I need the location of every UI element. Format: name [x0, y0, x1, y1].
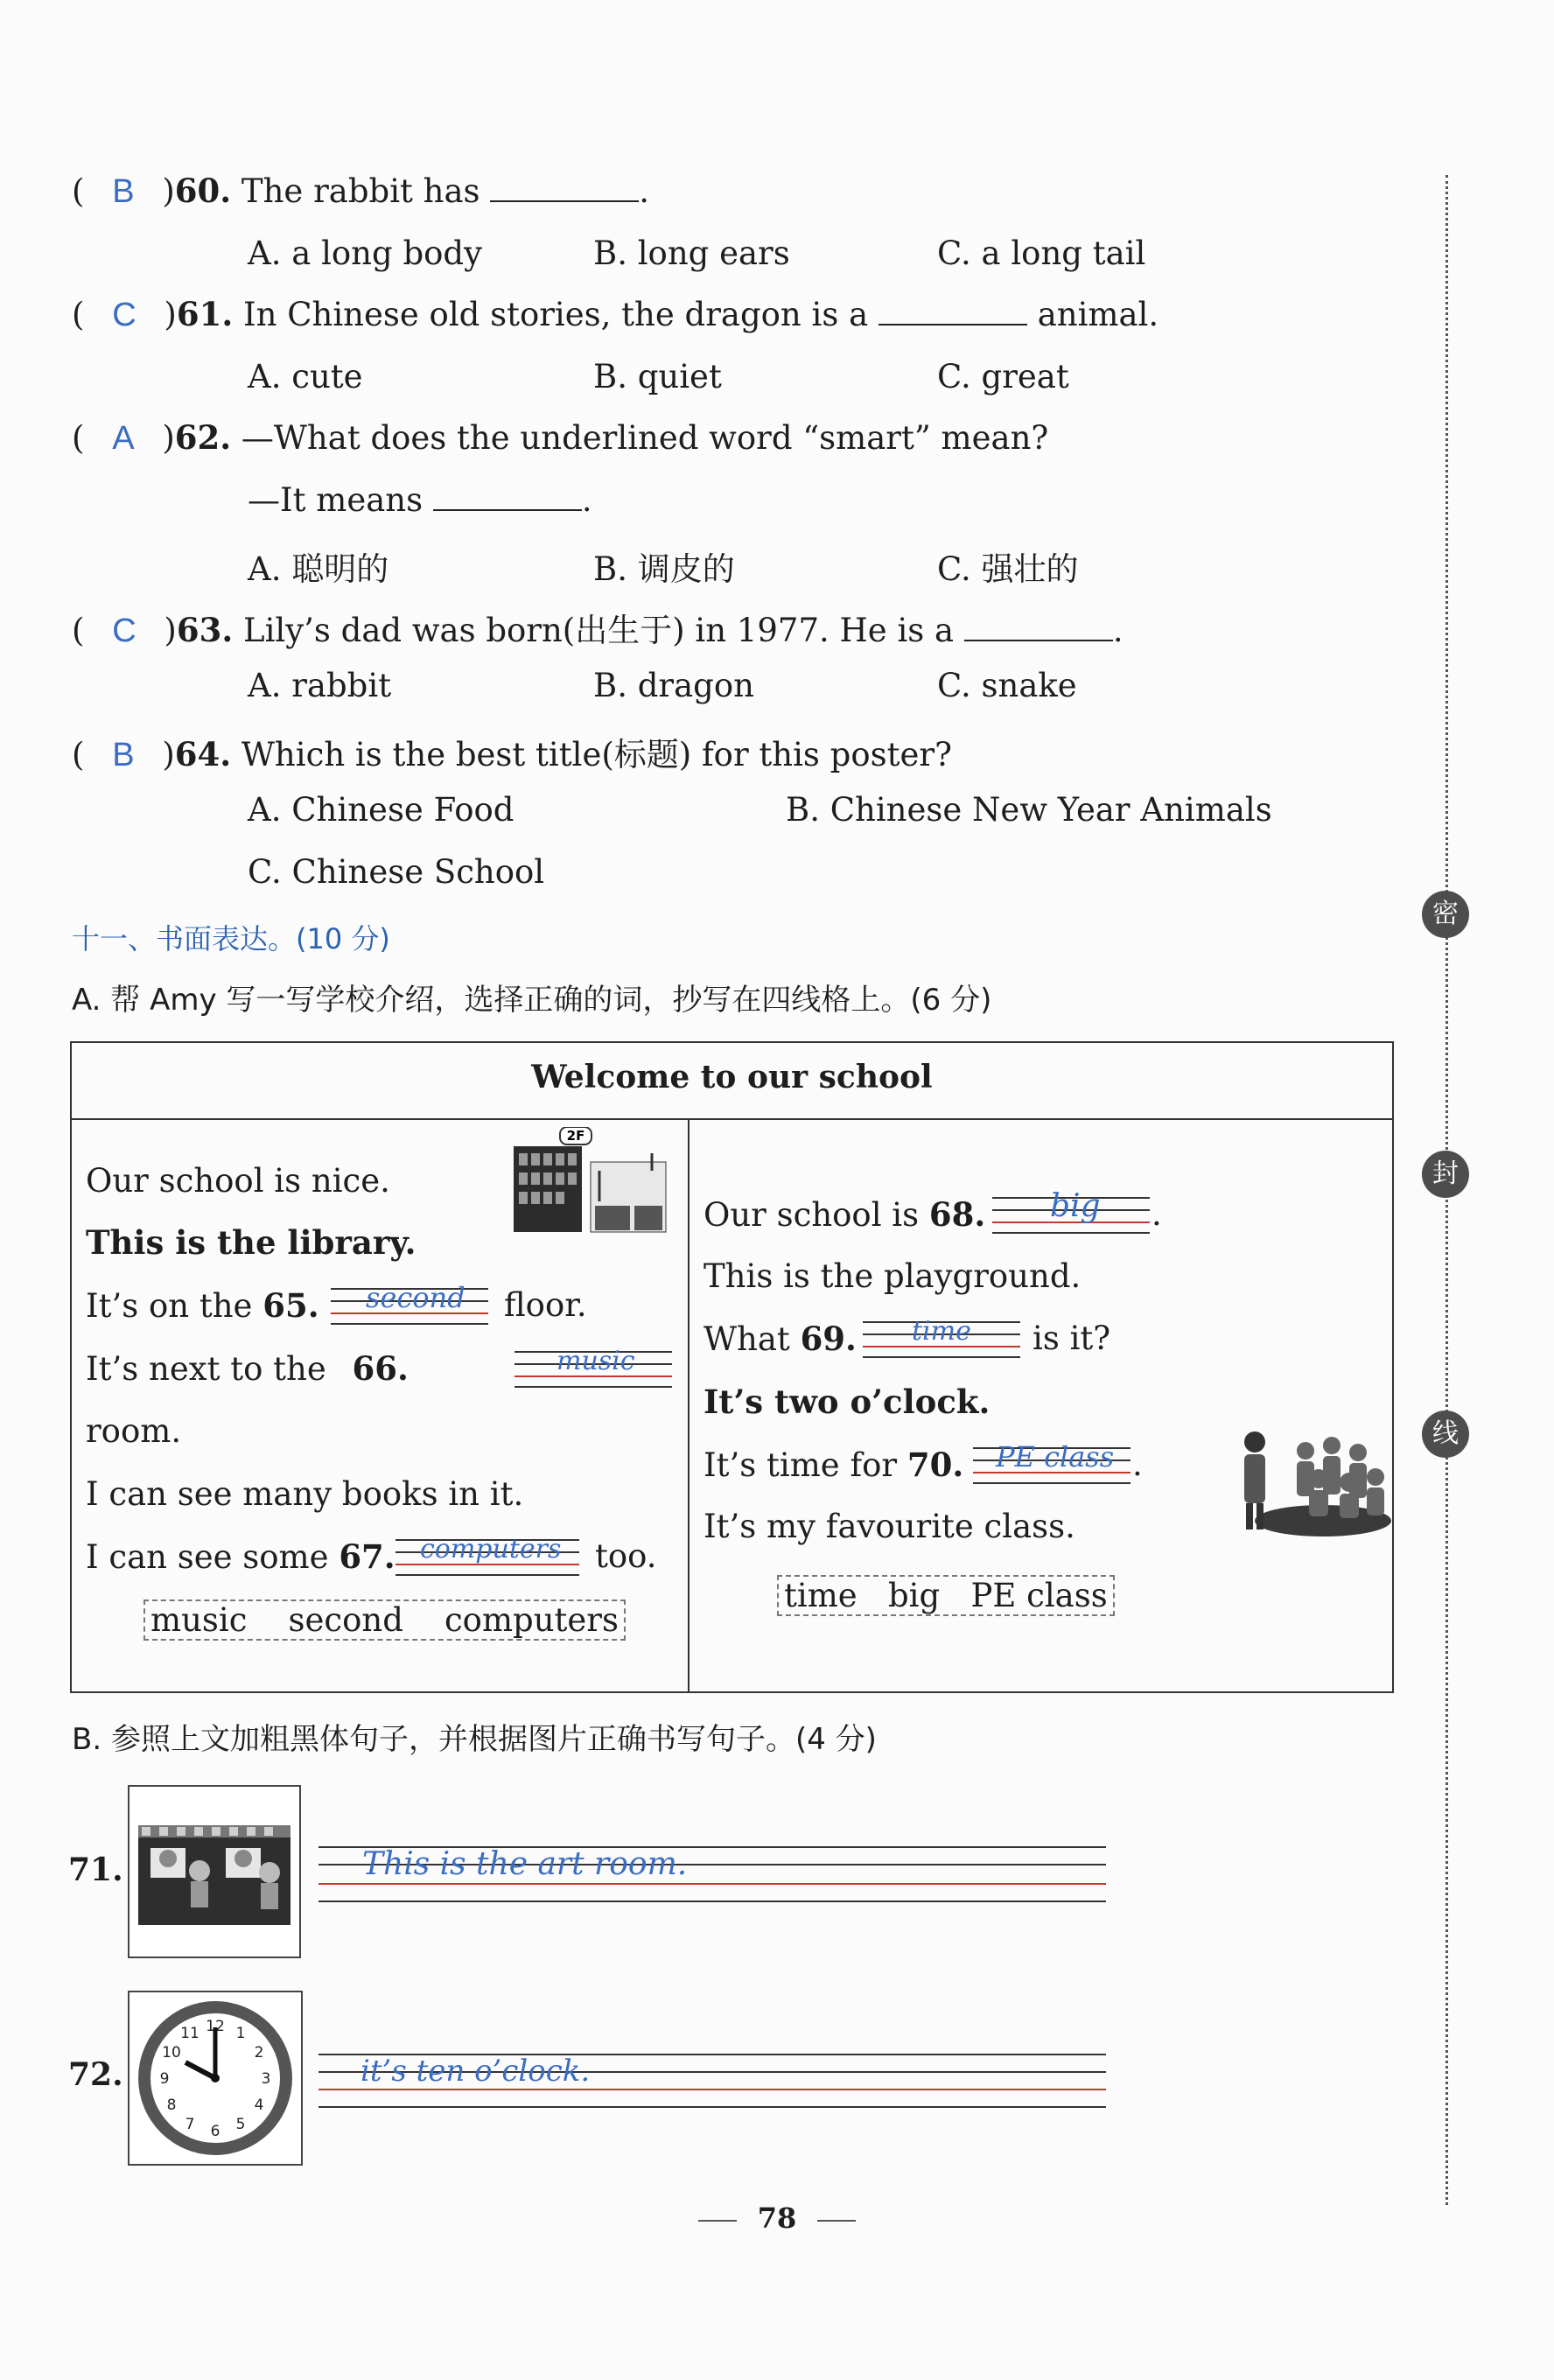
svg-text:3: 3	[261, 2070, 271, 2088]
option-63a: A. rabbit	[248, 667, 392, 704]
right-line-6: It’s my favourite class.	[704, 1508, 1075, 1545]
question-62-line2	[248, 481, 592, 519]
option-61a: A. cute	[248, 358, 363, 396]
option-63c: C. snake	[937, 667, 1077, 704]
page-number	[0, 2202, 1554, 2235]
question-number: 63.	[176, 611, 234, 649]
floor-sign-text: 2F	[566, 1128, 585, 1144]
question-text: Which is the best title(标题) for this poster?	[241, 736, 952, 774]
text: It’s next to the	[86, 1350, 326, 1388]
svg-text:11: 11	[180, 2025, 200, 2042]
option-64b: B. Chinese New Year Animals	[786, 791, 1272, 829]
option-64c: C. Chinese School	[248, 853, 545, 891]
svg-text:7: 7	[185, 2116, 195, 2133]
blank-number-67: 67.	[339, 1537, 396, 1576]
left-line-6: I can see many books in it.	[86, 1475, 524, 1513]
answer-62: A	[112, 420, 135, 457]
option-60c: C. a long tail	[937, 234, 1146, 272]
question-suffix: animal.	[1037, 296, 1159, 333]
answer-67	[396, 1534, 579, 1576]
left-line-7	[86, 1537, 396, 1576]
left-word-bank: music second computers	[144, 1600, 626, 1641]
answer-66-text: music	[556, 1346, 635, 1376]
right-line-3b: is it?	[1032, 1320, 1111, 1357]
svg-text:9: 9	[159, 2070, 170, 2088]
option-63b: B. dragon	[593, 667, 754, 704]
pe-class-illustration	[1236, 1424, 1393, 1538]
library-illustration	[512, 1127, 669, 1236]
svg-text:1: 1	[235, 2025, 246, 2042]
question-number: 61.	[176, 295, 234, 333]
right-line-5	[704, 1446, 963, 1484]
art-room-picture	[130, 1787, 299, 1956]
text: It’s on the	[86, 1287, 253, 1325]
side-mark-xian: 线	[1422, 1410, 1469, 1458]
right-line-1b: .	[1152, 1195, 1162, 1233]
left-line-3b: floor.	[504, 1286, 587, 1324]
blank-number-69: 69.	[800, 1320, 857, 1358]
svg-text:12: 12	[206, 2018, 225, 2035]
svg-text:8: 8	[166, 2096, 177, 2114]
question-number: 62.	[174, 418, 232, 457]
answer-64: B	[112, 737, 135, 774]
question-61: ( C )61. In Chinese old stories, the dragon is a animal.	[72, 295, 1159, 333]
left-line-5: room.	[86, 1412, 182, 1450]
question-60: ( B )60. The rabbit has .	[72, 172, 650, 210]
answer-68-text: big	[1050, 1188, 1101, 1224]
answer-71-text: This is the art room.	[362, 1846, 688, 1882]
right-line-2: This is the playground.	[704, 1257, 1082, 1295]
right-line-4: It’s two o’clock.	[704, 1382, 990, 1421]
page-number-text: 78	[757, 2202, 797, 2235]
right-word-bank: time big PE class	[777, 1575, 1115, 1616]
option-60a: A. a long body	[248, 234, 482, 272]
right-line-5b: .	[1132, 1446, 1143, 1483]
question-text: —What does the underlined word “smart” mean?	[241, 419, 1049, 457]
option-60b: B. long ears	[593, 234, 790, 272]
answer-66	[514, 1346, 672, 1388]
answer-70	[973, 1440, 1130, 1484]
text: Our school is	[704, 1196, 920, 1234]
answer-60: B	[112, 173, 135, 210]
svg-text:2: 2	[254, 2044, 264, 2062]
question-63: ( C )63. Lily’s dad was born(出生于) in 1977. He is a .	[72, 611, 1124, 649]
blank-number-70: 70.	[906, 1446, 964, 1484]
answer-71	[318, 1844, 1106, 1904]
text: It’s time for	[704, 1446, 898, 1484]
box-title: Welcome to our school	[531, 1059, 933, 1096]
side-mark-feng: 封	[1422, 1151, 1469, 1198]
left-line-1: Our school is nice.	[86, 1162, 390, 1200]
answer-72-text: it’s ten o’clock.	[360, 2054, 591, 2089]
option-61c: C. great	[937, 358, 1069, 396]
text: What	[704, 1320, 790, 1358]
blank-number-66: 66.	[352, 1349, 409, 1388]
svg-text:10: 10	[162, 2044, 181, 2062]
question-number: 60.	[174, 172, 232, 210]
answer-65	[331, 1281, 488, 1325]
answer-69-text: time	[912, 1316, 971, 1347]
clock-picture	[130, 1992, 301, 2164]
part-b-instruction: B. 参照上文加粗黑体句子，并根据图片正确书写句子。(4 分)	[72, 1722, 877, 1757]
question-72-number: 72.	[68, 2056, 123, 2093]
art-room-picture-frame	[128, 1785, 301, 1958]
option-62c: C. 强壮的	[937, 550, 1079, 588]
question-suffix: .	[1112, 612, 1124, 649]
text: I can see some	[86, 1538, 329, 1576]
option-62b: B. 调皮的	[593, 550, 735, 588]
left-line-2: This is the library.	[86, 1223, 416, 1262]
blank-number-65: 65.	[262, 1286, 319, 1325]
question-text: The rabbit has	[241, 172, 480, 210]
part-a-instruction: A. 帮 Amy 写一写学校介绍，选择正确的词，抄写在四线格上。(6 分)	[72, 983, 992, 1018]
blank-number-68: 68.	[928, 1195, 986, 1234]
answer-70-text: PE class	[996, 1440, 1115, 1474]
left-line-4	[86, 1349, 409, 1388]
question-suffix: .	[639, 172, 650, 210]
answer-72	[318, 2052, 1106, 2110]
question-line2: —It means	[248, 481, 424, 519]
left-line-3	[86, 1286, 319, 1325]
option-61b: B. quiet	[593, 358, 722, 396]
answer-65-text: second	[366, 1281, 466, 1314]
question-71-number: 71.	[68, 1852, 123, 1888]
question-text: Lily’s dad was born(出生于) in 1977. He is a	[243, 612, 955, 649]
answer-63: C	[112, 612, 136, 649]
clock-picture-frame	[128, 1991, 303, 2166]
answer-69	[863, 1316, 1020, 1358]
answer-61: C	[112, 297, 136, 333]
svg-text:4: 4	[254, 2096, 264, 2114]
right-line-1	[704, 1195, 985, 1234]
question-62: ( A )62. —What does the underlined word “smart” mean?	[72, 418, 1049, 457]
option-62a: A. 聪明的	[248, 550, 389, 588]
left-line-7b: too.	[595, 1537, 657, 1575]
question-64: ( B )64. Which is the best title(标题) for this poster?	[72, 735, 952, 774]
section-heading: 十一、书面表达。(10 分)	[72, 922, 390, 956]
question-text: In Chinese old stories, the dragon is a	[243, 296, 869, 333]
side-mark-mi: 密	[1422, 891, 1469, 938]
question-number: 64.	[174, 735, 232, 774]
right-line-3	[704, 1320, 857, 1358]
option-64a: A. Chinese Food	[248, 791, 514, 829]
svg-text:6: 6	[210, 2123, 220, 2140]
answer-67-text: computers	[420, 1534, 562, 1564]
question-suffix: .	[581, 481, 592, 519]
answer-68	[992, 1188, 1150, 1234]
svg-text:5: 5	[235, 2116, 246, 2133]
